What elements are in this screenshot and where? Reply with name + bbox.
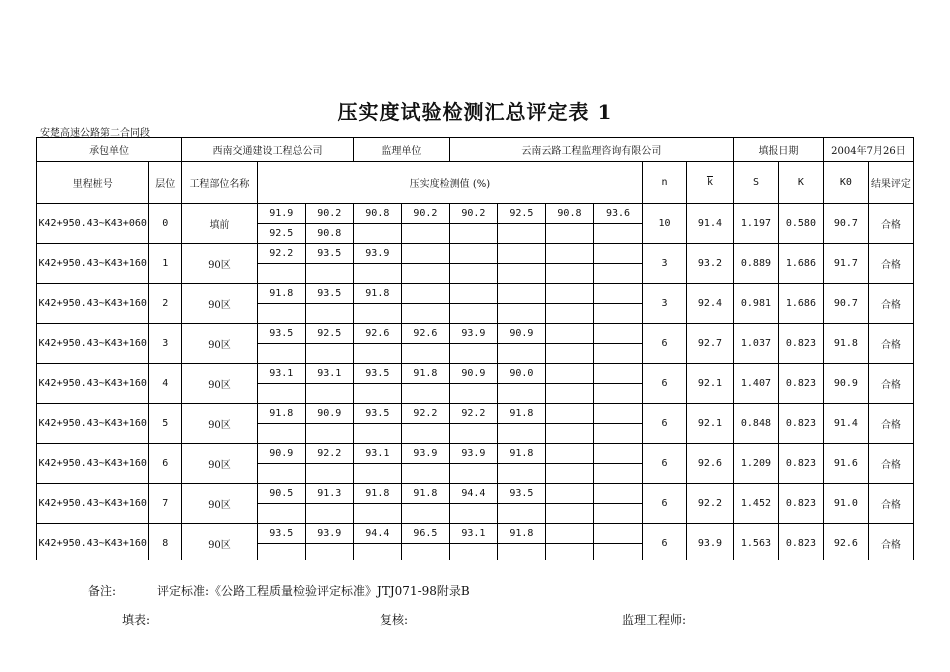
s-cell: 1.452 [733, 484, 778, 524]
value-cell: 91.9 [257, 204, 305, 224]
value-cell [593, 224, 642, 244]
value-cell [497, 224, 545, 244]
n-cell: 6 [643, 404, 687, 444]
value-cell [305, 464, 353, 484]
value-cell: 93.6 [593, 204, 642, 224]
value-cell: 93.5 [257, 324, 305, 344]
col-k-mean: $\overline{k}$ [686, 162, 733, 204]
value-cell [353, 264, 401, 284]
col-K: K [778, 162, 823, 204]
value-cell [593, 264, 642, 284]
value-cell: 90.8 [545, 204, 593, 224]
value-cell [497, 244, 545, 264]
value-cell [449, 504, 497, 524]
n-cell: 6 [643, 524, 687, 561]
result-cell: 合格 [868, 244, 913, 284]
value-cell: 93.9 [353, 244, 401, 264]
value-cell: 92.6 [353, 324, 401, 344]
table-row [37, 244, 914, 264]
value-cell [593, 464, 642, 484]
value-cell [593, 244, 642, 264]
s-cell: 1.197 [733, 204, 778, 244]
value-cell: 91.3 [305, 484, 353, 504]
part-cell: 90区 [182, 444, 258, 484]
n-cell: 3 [643, 244, 687, 284]
value-cell [353, 544, 401, 561]
value-cell [497, 424, 545, 444]
value-cell [593, 364, 642, 384]
value-cell [593, 484, 642, 504]
k0-cell: 90.7 [823, 284, 868, 324]
value-cell: 90.8 [305, 224, 353, 244]
value-cell [545, 224, 593, 244]
k0-cell: 91.0 [823, 484, 868, 524]
station-cell: K42+950.43~K43+160 [37, 484, 149, 524]
value-cell [593, 284, 642, 304]
value-cell: 93.5 [305, 284, 353, 304]
s-cell: 1.563 [733, 524, 778, 561]
value-cell [305, 384, 353, 404]
K-cell: 0.580 [778, 204, 823, 244]
part-cell: 90区 [182, 364, 258, 404]
value-cell [449, 424, 497, 444]
value-cell [401, 244, 449, 264]
value-cell: 93.9 [305, 524, 353, 544]
value-cell: 91.8 [497, 524, 545, 544]
table-row [37, 404, 914, 424]
layer-cell: 5 [149, 404, 182, 444]
col-values: 压实度检测值 (%) [257, 162, 642, 204]
value-cell [305, 304, 353, 324]
s-cell: 1.037 [733, 324, 778, 364]
s-cell: 0.889 [733, 244, 778, 284]
value-cell: 90.0 [497, 364, 545, 384]
result-cell: 合格 [868, 524, 913, 561]
value-cell [593, 404, 642, 424]
note-text: 评定标准:《公路工程质量检验评定标准》JTJ071-98附录B [157, 584, 470, 598]
value-cell: 93.1 [257, 364, 305, 384]
value-cell [449, 384, 497, 404]
value-cell: 93.9 [449, 444, 497, 464]
value-cell [545, 304, 593, 324]
value-cell: 93.1 [305, 364, 353, 384]
value-cell [401, 224, 449, 244]
col-layer: 层位 [149, 162, 182, 204]
value-cell [545, 404, 593, 424]
value-cell [401, 424, 449, 444]
value-cell [305, 544, 353, 561]
k-mean-cell: 91.4 [686, 204, 733, 244]
value-cell [497, 544, 545, 561]
value-cell: 91.8 [353, 284, 401, 304]
k0-cell: 90.9 [823, 364, 868, 404]
k-mean-cell: 92.1 [686, 404, 733, 444]
value-cell [257, 344, 305, 364]
result-cell: 合格 [868, 364, 913, 404]
value-cell: 94.4 [353, 524, 401, 544]
value-cell [545, 264, 593, 284]
value-cell: 93.9 [449, 324, 497, 344]
value-cell: 90.9 [257, 444, 305, 464]
value-cell [497, 304, 545, 324]
k-mean-cell: 92.4 [686, 284, 733, 324]
value-cell: 92.6 [401, 324, 449, 344]
value-cell [449, 264, 497, 284]
part-cell: 90区 [182, 524, 258, 561]
s-cell: 0.848 [733, 404, 778, 444]
value-cell [545, 464, 593, 484]
layer-cell: 6 [149, 444, 182, 484]
value-cell [593, 324, 642, 344]
value-cell [545, 364, 593, 384]
note-label: 备注: [88, 584, 117, 598]
col-result: 结果评定 [868, 162, 913, 204]
station-cell: K42+950.43~K43+060 [37, 204, 149, 244]
value-cell [353, 384, 401, 404]
value-cell: 92.2 [401, 404, 449, 424]
value-cell [593, 444, 642, 464]
reviewed-by-label: 复核: [380, 613, 409, 627]
k0-cell: 91.6 [823, 444, 868, 484]
value-cell [449, 464, 497, 484]
value-cell [545, 284, 593, 304]
value-cell [257, 544, 305, 561]
value-cell [497, 504, 545, 524]
col-s: S [733, 162, 778, 204]
value-cell [545, 524, 593, 544]
value-cell [257, 464, 305, 484]
layer-cell: 7 [149, 484, 182, 524]
value-cell [401, 464, 449, 484]
value-cell: 93.1 [449, 524, 497, 544]
value-cell [593, 344, 642, 364]
supervisor-label: 监理单位 [353, 138, 449, 162]
value-cell: 91.8 [401, 484, 449, 504]
value-cell: 93.5 [257, 524, 305, 544]
value-cell [449, 544, 497, 561]
header-info-row [37, 138, 914, 162]
layer-cell: 3 [149, 324, 182, 364]
K-cell: 0.823 [778, 324, 823, 364]
value-cell [449, 224, 497, 244]
value-cell [545, 344, 593, 364]
n-cell: 6 [643, 364, 687, 404]
value-cell [401, 284, 449, 304]
contractor-value: 西南交通建设工程总公司 [182, 138, 354, 162]
col-k0: K0 [823, 162, 868, 204]
value-cell [545, 324, 593, 344]
part-cell: 90区 [182, 484, 258, 524]
result-cell: 合格 [868, 404, 913, 444]
value-cell [305, 424, 353, 444]
table-row [37, 324, 914, 344]
value-cell: 91.8 [257, 404, 305, 424]
table-row [37, 284, 914, 304]
s-cell: 1.209 [733, 444, 778, 484]
result-cell: 合格 [868, 324, 913, 364]
result-cell: 合格 [868, 444, 913, 484]
value-cell [305, 344, 353, 364]
layer-cell: 2 [149, 284, 182, 324]
value-cell: 93.5 [305, 244, 353, 264]
station-cell: K42+950.43~K43+160 [37, 364, 149, 404]
K-cell: 0.823 [778, 484, 823, 524]
value-cell [401, 384, 449, 404]
table-viewport [36, 137, 916, 560]
value-cell [401, 304, 449, 324]
s-cell: 1.407 [733, 364, 778, 404]
table-row [37, 484, 914, 504]
K-cell: 1.686 [778, 244, 823, 284]
column-header-row [37, 162, 914, 204]
value-cell: 90.2 [305, 204, 353, 224]
n-cell: 6 [643, 324, 687, 364]
k-mean-cell: 92.6 [686, 444, 733, 484]
value-cell: 92.5 [305, 324, 353, 344]
section-suffix: 合同段 [120, 128, 150, 139]
value-cell: 92.2 [305, 444, 353, 464]
col-n: n [643, 162, 687, 204]
value-cell [545, 504, 593, 524]
value-cell [593, 304, 642, 324]
value-cell: 92.5 [257, 224, 305, 244]
page-title: 压实度试验检测汇总评定表 1 [337, 100, 613, 124]
k-mean-cell: 92.1 [686, 364, 733, 404]
k0-cell: 91.4 [823, 404, 868, 444]
station-cell: K42+950.43~K43+160 [37, 284, 149, 324]
value-cell [545, 384, 593, 404]
engineer-label: 监理工程师: [622, 613, 687, 627]
value-cell: 90.2 [449, 204, 497, 224]
n-cell: 3 [643, 284, 687, 324]
k0-cell: 92.6 [823, 524, 868, 561]
value-cell [593, 384, 642, 404]
part-cell: 填前 [182, 204, 258, 244]
station-cell: K42+950.43~K43+160 [37, 404, 149, 444]
value-cell: 91.8 [497, 404, 545, 424]
value-cell [449, 244, 497, 264]
K-cell: 0.823 [778, 364, 823, 404]
value-cell: 92.2 [257, 244, 305, 264]
value-cell: 93.1 [353, 444, 401, 464]
value-cell [593, 504, 642, 524]
value-cell [353, 304, 401, 324]
station-cell: K42+950.43~K43+160 [37, 324, 149, 364]
value-cell: 90.5 [257, 484, 305, 504]
date-value: 2004年7月26日 [823, 138, 913, 162]
value-cell [545, 424, 593, 444]
value-cell [257, 384, 305, 404]
k-mean-cell: 93.2 [686, 244, 733, 284]
k-mean-cell: 93.9 [686, 524, 733, 561]
table-row [37, 524, 914, 544]
value-cell [305, 264, 353, 284]
K-cell: 0.823 [778, 404, 823, 444]
date-label: 填报日期 [733, 138, 823, 162]
station-cell: K42+950.43~K43+160 [37, 444, 149, 484]
station-cell: K42+950.43~K43+160 [37, 524, 149, 561]
filled-by-label: 填表: [122, 613, 151, 627]
value-cell [593, 424, 642, 444]
k-mean-cell: 92.7 [686, 324, 733, 364]
value-cell: 93.5 [353, 364, 401, 384]
value-cell [497, 384, 545, 404]
value-cell: 90.8 [353, 204, 401, 224]
value-cell [257, 264, 305, 284]
value-cell: 91.8 [401, 364, 449, 384]
value-cell: 93.9 [401, 444, 449, 464]
table-row [37, 364, 914, 384]
s-cell: 0.981 [733, 284, 778, 324]
table-row [37, 204, 914, 224]
contractor-label: 承包单位 [37, 138, 182, 162]
value-cell [401, 264, 449, 284]
value-cell [497, 284, 545, 304]
value-cell: 93.5 [353, 404, 401, 424]
layer-cell: 4 [149, 364, 182, 404]
value-cell [353, 424, 401, 444]
value-cell: 91.8 [257, 284, 305, 304]
value-cell [545, 444, 593, 464]
value-cell [353, 504, 401, 524]
part-cell: 90区 [182, 244, 258, 284]
supervisor-value: 云南云路工程监理咨询有限公司 [449, 138, 733, 162]
value-cell [449, 344, 497, 364]
k0-cell: 90.7 [823, 204, 868, 244]
value-cell [449, 284, 497, 304]
table-body [37, 138, 914, 561]
value-cell: 94.4 [449, 484, 497, 504]
value-cell [593, 544, 642, 561]
result-cell: 合格 [868, 284, 913, 324]
value-cell [497, 464, 545, 484]
value-cell [257, 504, 305, 524]
value-cell [305, 504, 353, 524]
value-cell: 96.5 [401, 524, 449, 544]
part-cell: 90区 [182, 324, 258, 364]
value-cell [593, 524, 642, 544]
value-cell [401, 344, 449, 364]
value-cell [545, 244, 593, 264]
k0-cell: 91.8 [823, 324, 868, 364]
compaction-summary-table [36, 137, 914, 560]
result-cell: 合格 [868, 484, 913, 524]
value-cell: 92.5 [497, 204, 545, 224]
k0-cell: 91.7 [823, 244, 868, 284]
value-cell [257, 424, 305, 444]
n-cell: 10 [643, 204, 687, 244]
layer-cell: 0 [149, 204, 182, 244]
value-cell: 90.2 [401, 204, 449, 224]
value-cell [401, 544, 449, 561]
value-cell: 90.9 [497, 324, 545, 344]
station-cell: K42+950.43~K43+160 [37, 244, 149, 284]
value-cell [353, 224, 401, 244]
value-cell [449, 304, 497, 324]
value-cell [353, 344, 401, 364]
value-cell: 91.8 [497, 444, 545, 464]
value-cell [545, 544, 593, 561]
value-cell [401, 504, 449, 524]
K-cell: 0.823 [778, 444, 823, 484]
K-cell: 0.823 [778, 524, 823, 561]
col-part: 工程部位名称 [182, 162, 258, 204]
section-number: 二 [110, 128, 120, 139]
value-cell [353, 464, 401, 484]
layer-cell: 1 [149, 244, 182, 284]
part-cell: 90区 [182, 284, 258, 324]
col-station: 里程桩号 [37, 162, 149, 204]
value-cell: 90.9 [449, 364, 497, 384]
value-cell: 92.2 [449, 404, 497, 424]
result-cell: 合格 [868, 204, 913, 244]
n-cell: 6 [643, 444, 687, 484]
value-cell [497, 344, 545, 364]
table-row [37, 444, 914, 464]
K-cell: 1.686 [778, 284, 823, 324]
layer-cell: 8 [149, 524, 182, 561]
value-cell [257, 304, 305, 324]
value-cell [545, 484, 593, 504]
value-cell [497, 264, 545, 284]
value-cell: 90.9 [305, 404, 353, 424]
part-cell: 90区 [182, 404, 258, 444]
n-cell: 6 [643, 484, 687, 524]
value-cell: 93.5 [497, 484, 545, 504]
section-prefix: 安楚高速公路第 [40, 128, 110, 139]
k-mean-cell: 92.2 [686, 484, 733, 524]
value-cell: 91.8 [353, 484, 401, 504]
